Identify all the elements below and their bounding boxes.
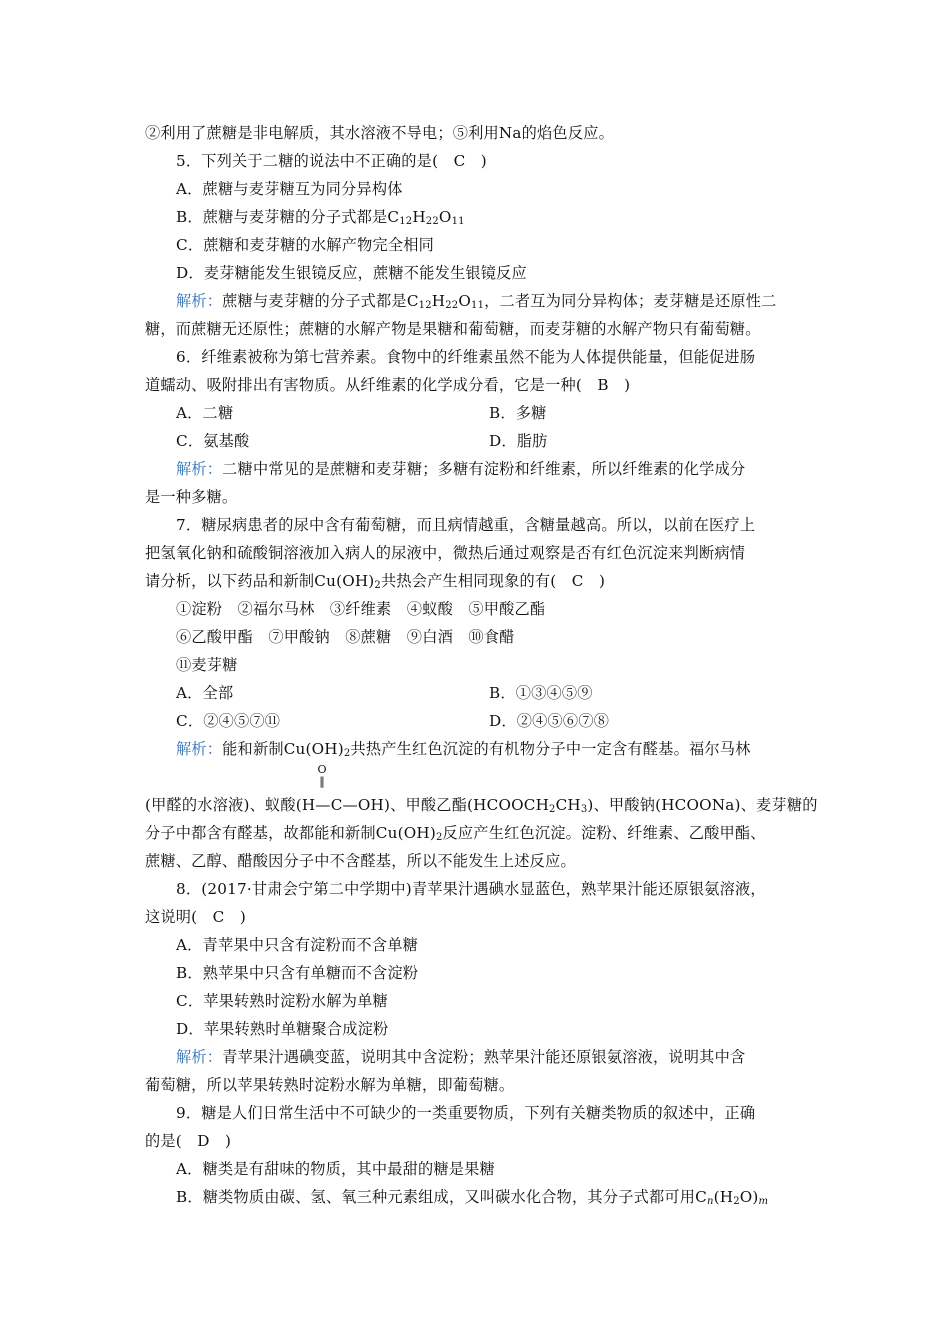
analysis-label: 解析： (176, 1048, 223, 1066)
q5-analysis: 解析：蔗糖与麦芽糖的分子式都是$C_{12}H_{22}O_{11}$，二者互为同分异构体；麦芽糖是还原性二 (176, 292, 777, 311)
q9-option-a: A．糖类是有甜味的物质，其中最甜的糖是果糖 (176, 1160, 495, 1178)
text-line: ②利用了蔗糖是非电解质，其水溶液不导电；⑤利用Na的焰色反应。 (145, 124, 614, 142)
q7-items-row2: ⑥乙酸甲酯 ⑦甲酸钠 ⑧蔗糖 ⑨白酒 ⑩食醋 (176, 628, 515, 646)
question-7-stem-cont2: 请分析，以下药品和新制$Cu(OH)_2$共热会产生相同现象的有( C ) (145, 572, 606, 591)
q7-option-d: D．②④⑤⑥⑦⑧ (489, 712, 610, 730)
q6-option-a: A．二糖 (176, 404, 234, 422)
analysis-label: 解析： (176, 460, 223, 478)
question-6-stem-cont: 道蠕动、吸附排出有害物质。从纤维素的化学成分看，它是一种( B ) (145, 376, 631, 394)
q6-option-b: B．多糖 (489, 404, 547, 422)
q6-analysis: 解析：二糖中常见的是蔗糖和麦芽糖；多糖有淀粉和纤维素，所以纤维素的化学成分 (176, 460, 746, 478)
q7-options-row1 (176, 683, 776, 703)
question-9-stem: 9．糖是人们日常生活中不可缺少的一类重要物质，下列有关糖类物质的叙述中，正确 (176, 1104, 756, 1122)
q5-option-d: D．麦芽糖能发生银镜反应，蔗糖不能发生银镜反应 (176, 264, 527, 282)
q8-option-b: B．熟苹果中只含有单糖而不含淀粉 (176, 964, 419, 982)
q6-options-row1 (176, 403, 776, 423)
question-5-stem: 5．下列关于二糖的说法中不正确的是( C ) (176, 152, 487, 170)
q8-analysis-cont: 葡萄糖，所以苹果转熟时淀粉水解为单糖，即葡萄糖。 (145, 1076, 515, 1094)
q9-option-b: B．糖类物质由碳、氢、氧三种元素组成，又叫碳水化合物，其分子式都可用$C_n(H_2O)_m$ (176, 1188, 769, 1207)
q8-option-a: A．青苹果中只含有淀粉而不含单糖 (176, 936, 418, 954)
question-8-stem: 8．(2017·甘肃会宁第二中学期中)青苹果汁遇碘水显蓝色，熟苹果汁能还原银氨溶液， (176, 880, 766, 898)
oxygen-atom: O (317, 763, 327, 776)
q7-option-a: A．全部 (176, 684, 234, 702)
q8-analysis: 解析：青苹果汁遇碘变蓝，说明其中含淀粉；熟苹果汁能还原银氨溶液，说明其中含 (176, 1048, 746, 1066)
double-bond: ‖ (319, 775, 325, 788)
carbonyl-structure (312, 764, 332, 788)
q5-analysis-cont: 糖，而蔗糖无还原性；蔗糖的水解产物是果糖和葡萄糖，而麦芽糖的水解产物只有葡萄糖。 (145, 320, 761, 338)
q7-analysis-cont2: 分子中都含有醛基，故都能和新制$Cu(OH)_2$反应产生红色沉淀。淀粉、纤维素、乙酸甲酯、 (145, 824, 766, 843)
q7-options-row2 (176, 711, 776, 731)
question-7-stem: 7．糖尿病患者的尿中含有葡萄糖，而且病情越重，含糖量越高。所以，以前在医疗上 (176, 516, 756, 534)
q7-analysis-cont3: 蔗糖、乙醇、醋酸因分子中不含醛基，所以不能发生上述反应。 (145, 852, 576, 870)
question-7-stem-cont: 把氢氧化钠和硫酸铜溶液加入病人的尿液中，微热后通过观察是否有红色沉淀来判断病情 (145, 544, 746, 562)
question-6-stem: 6．纤维素被称为第七营养素。食物中的纤维素虽然不能为人体提供能量，但能促进肠 (176, 348, 756, 366)
q7-items-row3: ⑪麦芽糖 (176, 656, 238, 674)
q6-analysis-cont: 是一种多糖。 (145, 488, 238, 506)
q8-option-c: C．苹果转熟时淀粉水解为单糖 (176, 992, 388, 1010)
q7-analysis-cont: (甲醛的水溶液)、蚁酸(H—C—OH)、甲酸乙酯$(HCOOCH_2CH_3)$、甲酸钠(HCOONa)、麦芽糖的 (145, 796, 818, 815)
q6-option-d: D．脂肪 (489, 432, 548, 450)
q7-analysis: 解析：能和新制$Cu(OH)_2$共热产生红色沉淀的有机物分子中一定含有醛基。福尔马林 (176, 740, 751, 759)
q7-items-row1: ①淀粉 ②福尔马林 ③纤维素 ④蚁酸 ⑤甲酸乙酯 (176, 600, 546, 618)
q5-option-a: A．蔗糖与麦芽糖互为同分异构体 (176, 180, 403, 198)
question-9-stem-cont: 的是( D ) (145, 1132, 232, 1150)
q5-option-c: C．蔗糖和麦芽糖的水解产物完全相同 (176, 236, 435, 254)
q7-option-b: B．①③④⑤⑨ (489, 684, 593, 702)
q5-option-b: B．蔗糖与麦芽糖的分子式都是$C_{12}H_{22}O_{11}$ (176, 208, 465, 227)
analysis-label: 解析： (176, 292, 223, 310)
q6-options-row2 (176, 431, 776, 451)
analysis-label: 解析： (176, 740, 223, 758)
question-8-stem-cont: 这说明( C ) (145, 908, 247, 926)
q7-option-c: C．②④⑤⑦⑪ (176, 712, 281, 730)
q8-option-d: D．苹果转熟时单糖聚合成淀粉 (176, 1020, 389, 1038)
q6-option-c: C．氨基酸 (176, 432, 250, 450)
